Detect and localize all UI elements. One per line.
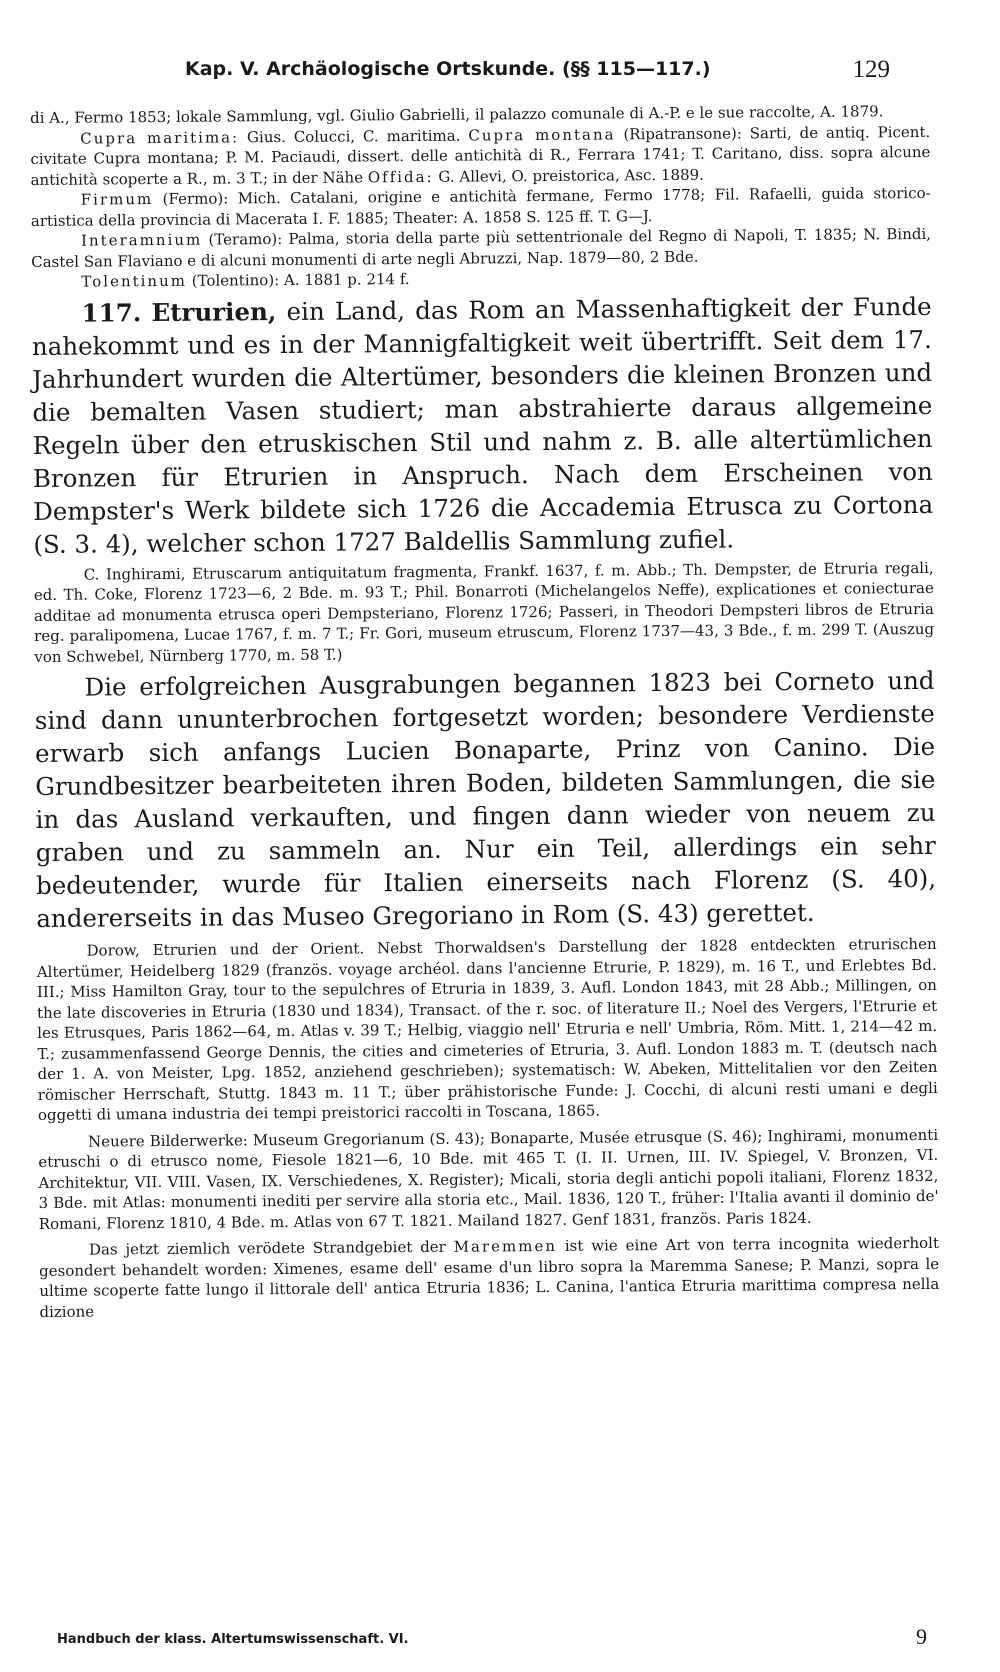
- paragraph-text: (Fermo): Mich. Catalani, origine e antichità fermane, Fermo 1778; Fil. Rafaelli, guida storico-artistica della provincia di Macerata I. F. 1885; Theater: A. 1858 S. 125 ff. T. G—J.: [30, 183, 931, 230]
- paragraph-text: (Teramo): Palma, storia della parte più settentrionale del Regno di Napoli, T. 1835; N. Bindi, Castel San Flaviano e di alcuni monumenti di arte negli Abruzzi, Nap. 1879—80, 2 Bde.: [31, 224, 932, 271]
- page-footer: [57, 1624, 927, 1649]
- place-name: Interamnium: [80, 230, 203, 250]
- firmum-paragraph: [31, 183, 931, 231]
- excavations-paragraph: Die erfolgreichen Ausgrabungen begannen 1823 bei Corneto und sind dann ununterbrochen fortgesetzt worden; besondere Verdienste erwarb sich anfangs Lucien Bonaparte, Prinz von Canino. Die Grundbesitzer bearbeiteten ihren Boden, bildeten Sammlungen, die sie in das Ausland verkauften, und fingen dann wieder von neuem zu graben und zu sammeln an. Nur ein Teil, allerdings ein sehr bedeutender, wurde für Italien einerseits nach Florenz (S. 40), andererseits in das Museo Gregoriano in Rom (S. 43) gerettet.: [34, 665, 937, 933]
- interamnium-paragraph: [31, 224, 931, 272]
- bibliography-note: Dorow, Etrurien und der Orient. Nebst Thorwaldsen's Darstellung der 1828 entdeckten etrurischen Altertümer, Heidelberg 1829 (französ. voyage archéol. dans l'ancienne Etrurie, P. 1829), m. 16 T., und Erlebtes Bd. III.; Miss Hamilton Gray, tour to the sepulchres of Etruria in 1839, 3. Aufl. London 1843, mit 28 Abb.; Millingen, on the late discoveries in Etruria (1830 und 1834), Transact. of the r. soc. of literature II.; Noel des Vergers, l'Etrurie et les Etrusques, Paris 1862—64, m. Atlas v. 39 T.; Helbig, viaggio nell' Etruria e nell' Umbria, Röm. Mitt. 1, 214—42 m. T.; zusammenfassend George Dennis, the cities and cimeteries of Etruria, 3. Aufl. London 1883 m. T. (deutsch nach der 1. A. von Meister, Lpg. 1852, anziehend geschrieben); systematisch: W. Abeken, Mittelitalien vor den Zeiten römischer Herrschaft, Stuttg. 1843 m. 11 T.; über prähistorische Funde: J. Cocchi, di alcuni resti umani e degli oggetti di umana industria dei tempi preistorici raccolti in Toscana, 1865.: [36, 934, 938, 1124]
- continued-paragraph: di A., Fermo 1853; lokale Sammlung, vgl. Giulio Gabrielli, il palazzo comunale di A.-P. e le sue raccolte, A. 1879.: [30, 102, 884, 127]
- paragraph-text: ein Land, das Rom an Massenhaftigkeit der Funde nahekommt und es in der Mannigfaltigkeit weit übertrifft. Seit dem 17. Jahrhundert wurden die Altertümer, besonders die kleinen Bronzen und die bemalten Vasen studiert; man abstrahierte daraus allgemeine Regeln über den etruskischen Stil und nahm z. B. alle altertümlichen Bronzen für Etrurien in Anspruch. Nach dem Erscheinen von Dempster's Werk bildete sich 1726 die Accademia Etrusca zu Cortona (S. 3. 4), welcher schon 1727 Baldellis Sammlung zufiel.: [31, 291, 934, 559]
- paragraph-text: ist wie eine Art von terra incognita wiederholt gesondert behandelt worden: Ximenes, esame dell' esame d'un libro sopra la Maremma Sanese; P. Manzi, sopra le ultime scoperte fatte lungo il littorale dell' antica Etruria 1836; L. Canina, l'antica Etruria marittima compresa nella dizione: [39, 1233, 940, 1321]
- text-block: [30, 101, 940, 1322]
- paragraph-text: (Tolentino): A. 1881 p. 214 f.: [186, 270, 410, 290]
- cupra-paragraph: [30, 121, 930, 190]
- paragraph-text: G. Allevi, O. preistorica, Asc. 1889.: [433, 165, 704, 186]
- paragraph-text: Das jetzt ziemlich verödete Strandgebiet der: [88, 1237, 454, 1259]
- book-title: Handbuch der klass. Altertumswissenschaft. VI.: [57, 1632, 409, 1647]
- running-head: [185, 56, 890, 83]
- bibliography-note: C. Inghirami, Etruscarum antiquitatum fragmenta, Frankf. 1637, f. m. Abb.; Th. Dempster, de Etruria regali, ed. Th. Coke, Florenz 1723—6, 2 Bde. m. 93 T.; Phil. Bonarroti (Michelangelos Neffe), explicationes et coniecturae additae ad monumenta etrusca operi Dempsteriano, Florenz 1726; Passeri, in Theodori Dempsteri libros de Etruria reg. paralipomena, Lucae 1767, f. m. 7 T.; Fr. Gori, museum etruscum, Florenz 1737—43, 3 Bde., f. m. 299 T. (Auszug von Schwebel, Nürnberg 1770, m. 58 T.): [33, 558, 935, 666]
- bibliography-note: Neuere Bilderwerke: Museum Gregorianum (S. 43); Bonaparte, Musée etrusque (S. 46); Inghirami, monumenti etruschi o di etrusco nome, Fiesole 1821—6, 10 Bde. mit 465 T. (I. II. Urnen, III. IV. Spiegel, V. Bronzen, VI. Architektur, VII. VIII. Vasen, IX. Verschiedenes, X. Register); Micali, storia degli antichi popoli italiani, Florenz 1832, 3 Bde. mit Atlas: monumenti inediti per servire alla storia etc., Mail. 1836, 120 T., früher: l'Italia avanti il dominio de' Romani, Florenz 1810, 4 Bde. m. Atlas von 67 T. 1821. Mailand 1827. Genf 1831, französ. Paris 1824.: [38, 1125, 939, 1233]
- running-title: Kap. V. Archäologische Ortskunde. (§§ 115—117.): [185, 58, 711, 80]
- section-number: 117.: [81, 297, 142, 328]
- section-117-intro: [31, 289, 933, 560]
- page-number: 129: [852, 56, 890, 83]
- place-name: Cupra maritima:: [80, 127, 240, 148]
- signature-mark: 9: [916, 1624, 927, 1649]
- section-heading: Etrurien,: [151, 296, 277, 327]
- maremmen-paragraph: [39, 1233, 940, 1322]
- place-name: Tolentinum: [81, 271, 188, 291]
- place-name: Maremmen: [453, 1236, 558, 1256]
- paragraph-text: Gius. Colucci, C. maritima.: [239, 126, 461, 146]
- place-name: Offida:: [367, 167, 434, 186]
- place-name: Firmum: [80, 190, 154, 209]
- paragraph-text: (Ripatransone): Sarti, de antiq. Picent. civitate Cupra montana; P. M. Paciaudi, dissert. delle antichità di R., Ferrara 1741; T. Caritano, diss. sopra alcune antichità scoperte a R., m. 3 T.; in der Nähe: [30, 122, 931, 189]
- place-name: Cupra montana: [468, 124, 616, 145]
